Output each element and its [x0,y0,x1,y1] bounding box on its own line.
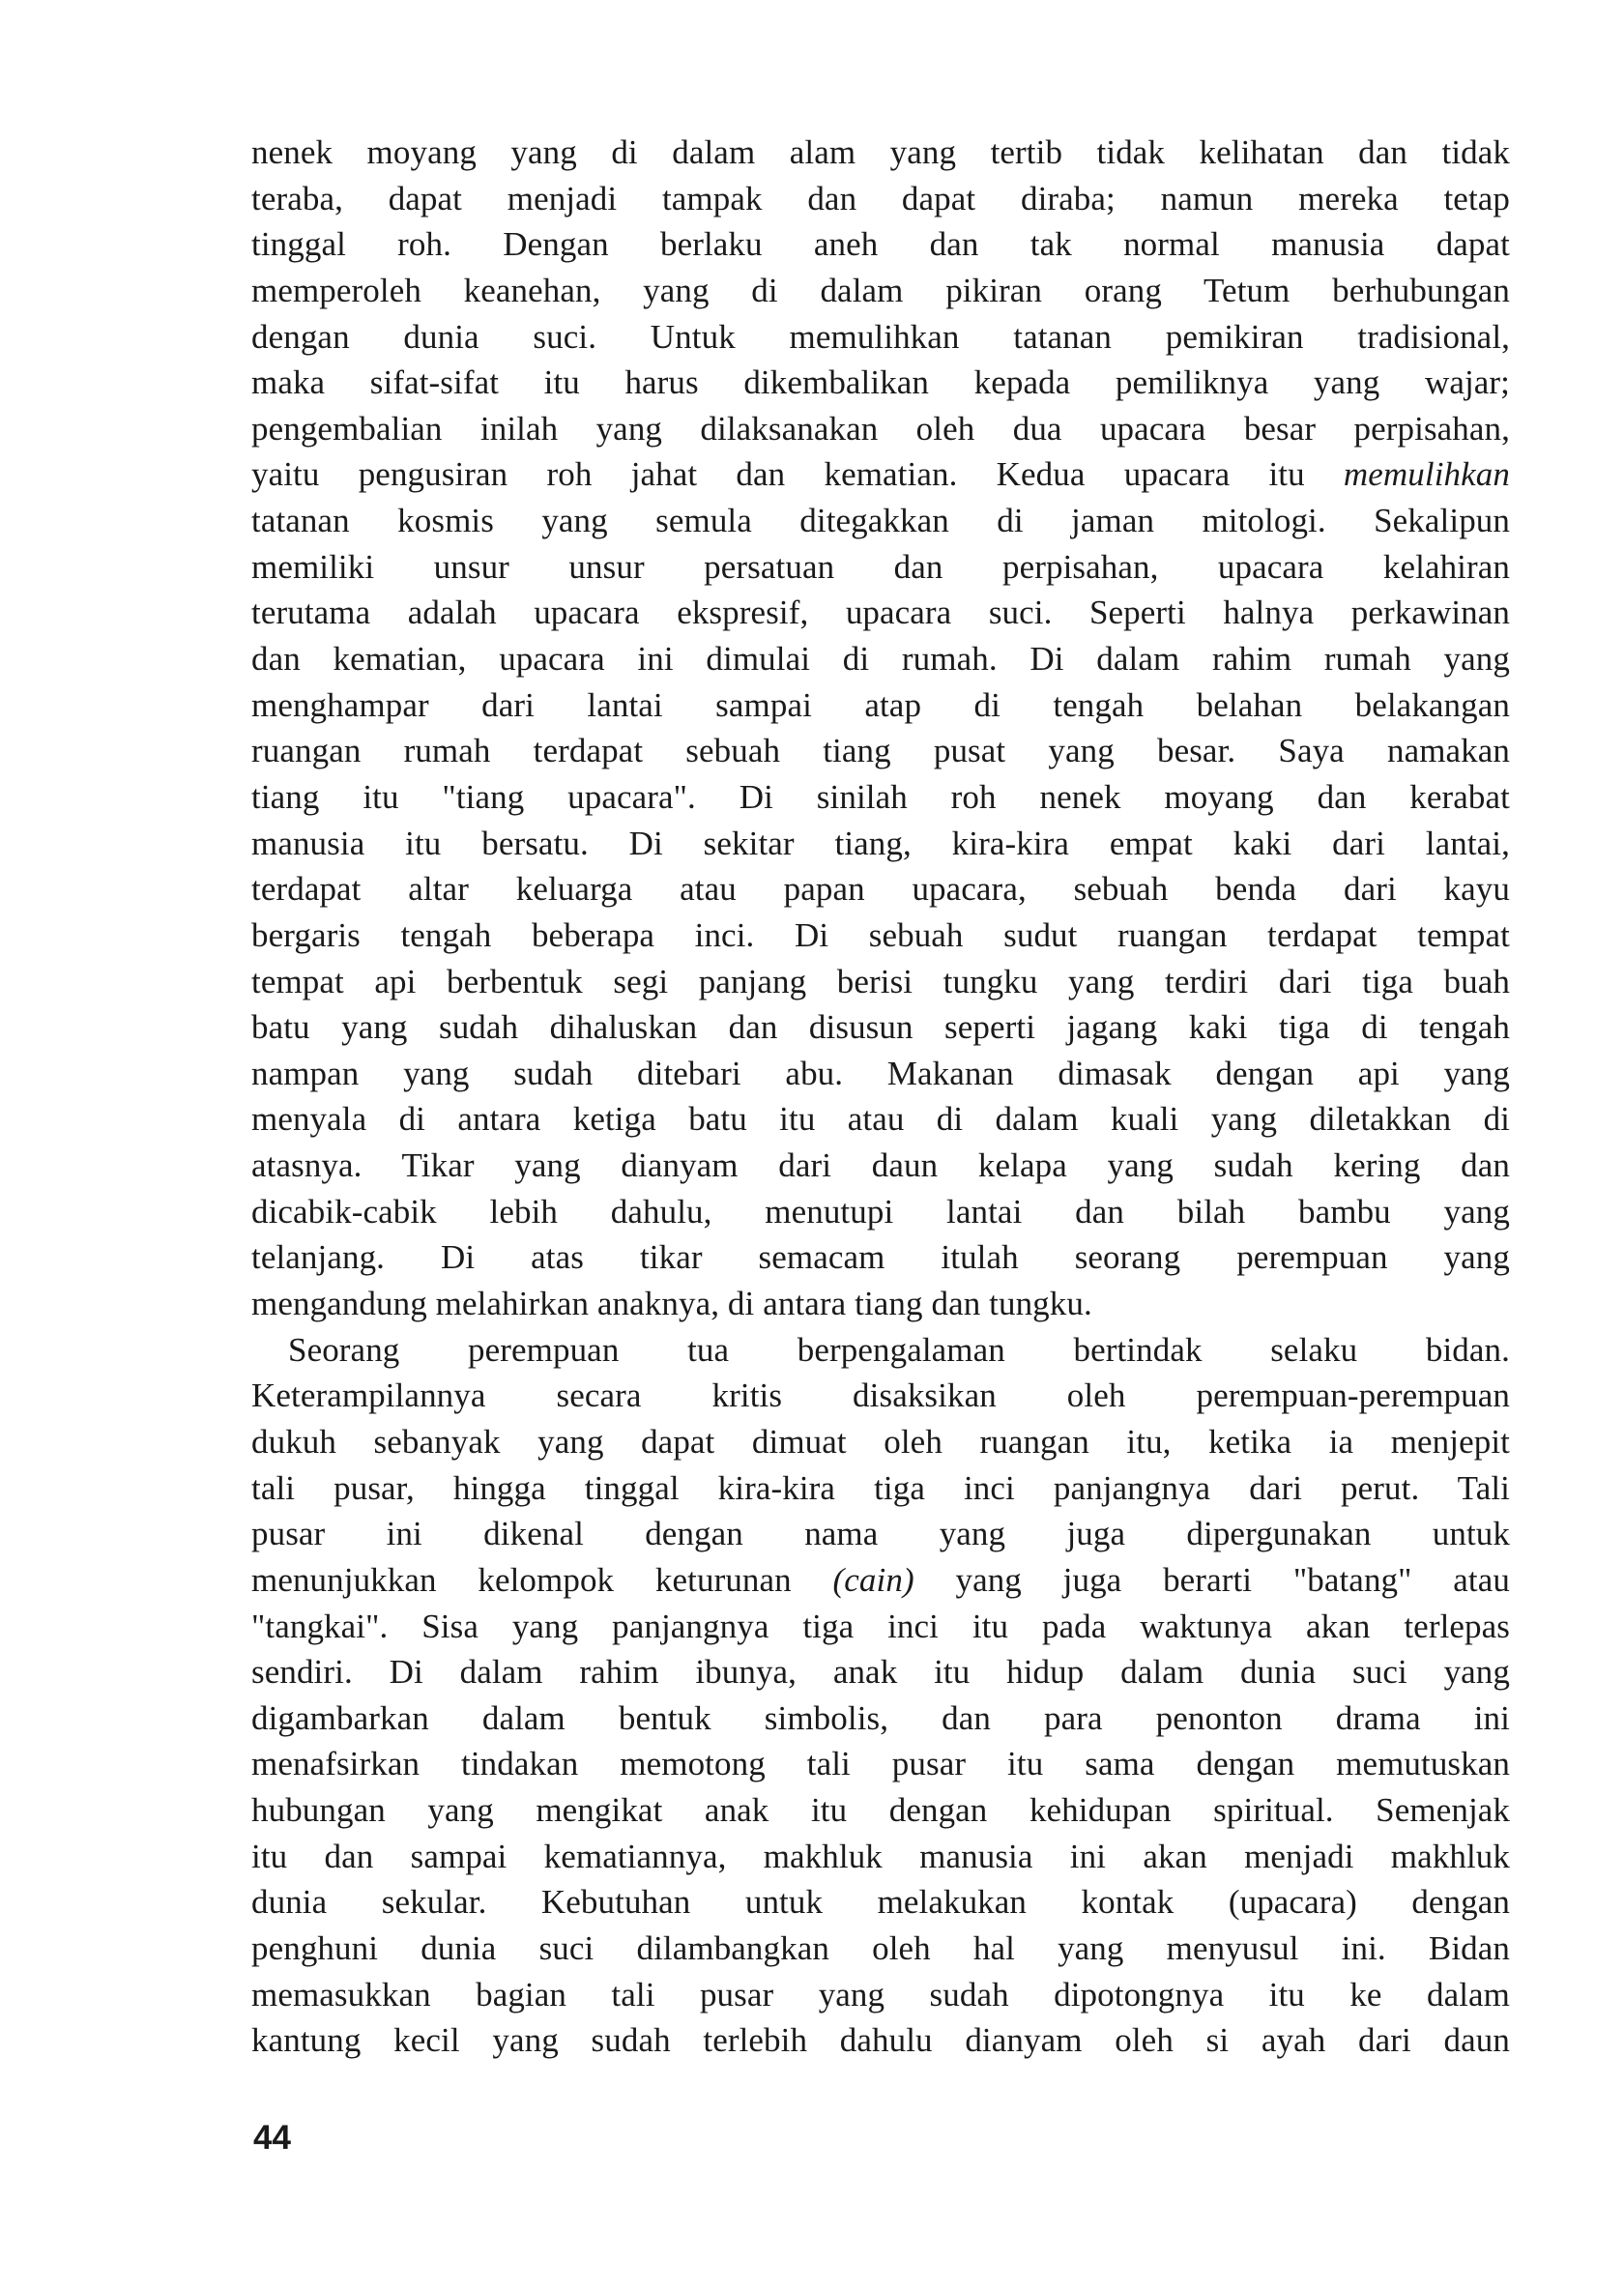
text-run: digambarkan dalam bentuk simbolis, dan para penonton drama ini [251,1698,1510,1737]
text-line [251,176,1510,222]
text-line [251,1834,1510,1880]
text-line [251,1004,1510,1051]
text-run: menafsirkan tindakan memotong tali pusar itu sama dengan memutuskan [251,1745,1510,1783]
text-run: bergaris tengah beberapa inci. Di sebuah sudut ruangan terdapat tempat [251,915,1510,954]
text-line [251,1143,1510,1189]
text-line [251,1972,1510,2018]
text-run: sendiri. Di dalam rahim ibunya, anak itu hidup dalam dunia suci yang [251,1653,1510,1692]
text-run: memiliki unsur unsur persatuan dan perpisahan, upacara kelahiran [251,547,1510,586]
text-run: memasukkan bagian tali pusar yang sudah dipotongnya itu ke dalam [251,1975,1510,2014]
text-line [251,2017,1510,2064]
text-line [251,268,1510,314]
text-run: atasnya. Tikar yang dianyam dari daun kelapa yang sudah kering dan [251,1146,1510,1185]
text-run: kantung kecil yang sudah terlebih dahulu dianyam oleh si ayah dari daun [251,2021,1510,2060]
text-run: menyala di antara ketiga batu itu atau di dalam kuali yang diletakkan di [251,1100,1510,1139]
text-line [251,1234,1510,1281]
text-line [251,728,1510,774]
text-line [251,1051,1510,1097]
text-run: tiang itu "tiang upacara". Di sinilah roh nenek moyang dan kerabat [251,777,1510,816]
text-line [251,821,1510,867]
text-line [251,1281,1510,1327]
text-line [251,913,1510,959]
text-run: maka sifat-sifat itu harus dikembalikan kepada pemiliknya yang wajar; [251,363,1510,402]
text-run: Keterampilannya secara kritis disaksikan oleh perempuan-perempuan [251,1376,1510,1415]
text-line [251,1096,1510,1143]
text-run: dengan dunia suci. Untuk memulihkan tatanan pemikiran tradisional, [251,317,1510,356]
text-run: hubungan yang mengikat anak itu dengan kehidupan spiritual. Semenjak [251,1791,1510,1830]
text-line [251,1465,1510,1512]
italic-term: (cain) [832,1560,914,1599]
text-run: tatanan kosmis yang semula ditegakkan di jaman mitologi. Sekalipun [251,502,1510,540]
text-line [251,314,1510,361]
text-run: manusia itu bersatu. Di sekitar tiang, kira-kira empat kaki dari lantai, [251,824,1510,862]
text-line [251,1649,1510,1695]
text-line [251,1557,1510,1604]
italic-term: memulihkan [1343,455,1510,494]
text-run: pusar ini dikenal dengan nama yang juga dipergunakan untuk [251,1515,1510,1553]
text-run: dunia sekular. Kebutuhan untuk melakukan kontak (upacara) dengan [251,1883,1510,1922]
text-run: pengembalian inilah yang dilaksanakan oleh dua upacara besar perpisahan, [251,409,1510,448]
text-run: penghuni dunia suci dilambangkan oleh hal yang menyusul ini. Bidan [251,1928,1510,1967]
text-run: terdapat altar keluarga atau papan upacara, sebuah benda dari kayu [251,870,1510,909]
text-line [251,1189,1510,1235]
text-run: tempat api berbentuk segi panjang berisi tungku yang terdiri dari tiga buah [251,962,1510,1000]
text-line [251,1879,1510,1926]
paragraph [251,130,1510,1327]
text-line [251,1327,1510,1374]
text-line [251,1741,1510,1787]
page-number: 44 [253,2119,291,2157]
text-line [251,1604,1510,1650]
text-run: Seorang perempuan tua berpengalaman bertindak selaku bidan. [288,1330,1510,1369]
text-run: mengandung melahirkan anaknya, di antara tiang dan tungku. [251,1285,1092,1323]
text-run: itu dan sampai kematiannya, makhluk manusia ini akan menjadi makhluk [251,1837,1510,1875]
text-run: ruangan rumah terdapat sebuah tiang pusat yang besar. Saya namakan [251,732,1510,770]
body-text [251,130,1510,2064]
text-line [251,498,1510,544]
text-run: yaitu pengusiran roh jahat dan kematian. Kedua upacara itu [251,455,1344,494]
text-run: dukuh sebanyak yang dapat dimuat oleh ruangan itu, ketika ia menjepit [251,1422,1510,1461]
text-run: menunjukkan kelompok keturunan [251,1560,833,1599]
text-line [251,959,1510,1005]
text-line [251,406,1510,452]
text-line [251,866,1510,913]
text-run: memperoleh keanehan, yang di dalam pikiran orang Tetum berhubungan [251,271,1510,309]
text-run: "tangkai". Sisa yang panjangnya tiga inci itu pada waktunya akan terlepas [251,1607,1510,1645]
paragraph [251,1327,1510,2064]
text-line [251,1373,1510,1419]
text-line [251,451,1510,498]
text-line [251,130,1510,176]
text-run: telanjang. Di atas tikar semacam itulah seorang perempuan yang [251,1238,1510,1277]
text-line [251,774,1510,821]
text-run: batu yang sudah dihaluskan dan disusun seperti jagang kaki tiga di tengah [251,1008,1510,1047]
text-line [251,590,1510,636]
text-line [251,1787,1510,1834]
text-run: dicabik-cabik lebih dahulu, menutupi lantai dan bilah bambu yang [251,1192,1510,1231]
text-line [251,1926,1510,1972]
text-run: yang juga berarti "batang" atau [914,1560,1510,1599]
text-run: menghampar dari lantai sampai atap di tengah belahan belakangan [251,685,1510,724]
text-run: terutama adalah upacara ekspresif, upacara suci. Seperti halnya perkawinan [251,594,1510,632]
text-run: nenek moyang yang di dalam alam yang tertib tidak kelihatan dan tidak [251,133,1510,171]
text-run: tali pusar, hingga tinggal kira-kira tiga inci panjangnya dari perut. Tali [251,1468,1510,1507]
text-run: teraba, dapat menjadi tampak dan dapat diraba; namun mereka tetap [251,179,1510,217]
text-line [251,1511,1510,1557]
text-line [251,221,1510,268]
text-line [251,682,1510,729]
text-run: dan kematian, upacara ini dimulai di rumah. Di dalam rahim rumah yang [251,640,1510,679]
text-line [251,636,1510,682]
text-line [251,1695,1510,1742]
text-line [251,1419,1510,1465]
text-run: tinggal roh. Dengan berlaku aneh dan tak normal manusia dapat [251,225,1510,264]
text-line [251,544,1510,591]
text-line [251,360,1510,406]
text-run: nampan yang sudah ditebari abu. Makanan dimasak dengan api yang [251,1054,1510,1092]
